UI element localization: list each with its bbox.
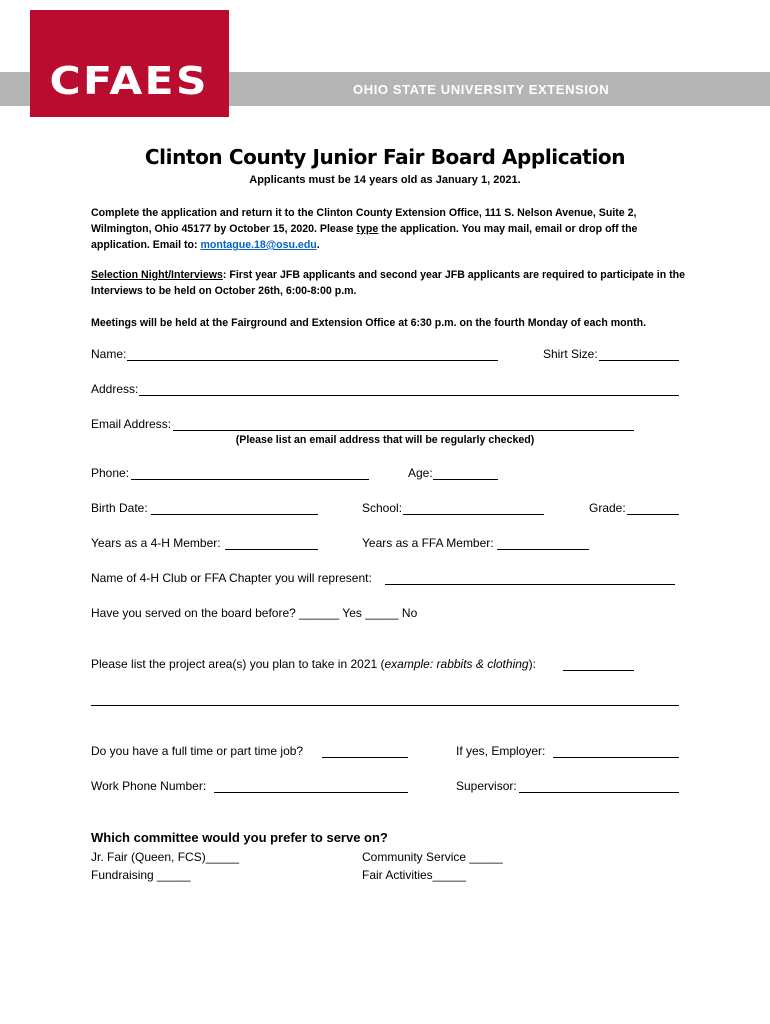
address-line[interactable]: [139, 395, 679, 396]
work-phone-label: Work Phone Number:: [91, 779, 207, 793]
years-ffa-line[interactable]: [497, 549, 589, 550]
selection-text: : First year JFB applicants and second year JFB applicants are required to participate in the Interviews to be held on October 26th, 6:00-8:00 p.m.: [91, 269, 686, 297]
instructions-paragraph: [91, 205, 691, 253]
shirt-size-label: Shirt Size:: [543, 347, 598, 361]
years-4h-label: Years as a 4-H Member:: [91, 536, 221, 550]
grade-label: Grade:: [589, 501, 626, 515]
phone-label: Phone:: [91, 466, 130, 480]
club-name-label: Name of 4-H Club or FFA Chapter you will represent:: [91, 571, 372, 585]
age-requirement: Applicants must be 14 years old as January 1, 2021.: [249, 174, 521, 186]
project-areas-label: [91, 657, 536, 672]
grade-line[interactable]: [627, 514, 679, 515]
supervisor-line[interactable]: [519, 792, 679, 793]
supervisor-label: Supervisor:: [456, 779, 517, 793]
instructions-text-3: .: [316, 239, 320, 251]
served-before-question[interactable]: Have you served on the board before? ______ Yes _____ No: [91, 606, 418, 620]
instructions-text-1: Complete the application and return it to the Clinton County Extension Office, 111 S. Nelson Avenue, Suite 2, Wilmington, Ohio 45177 by October 15, 2020. Please: [91, 207, 637, 235]
email-address-line[interactable]: [173, 430, 634, 431]
project-prefix: Please list the project area(s) you plan to take in 2021 (: [91, 657, 385, 671]
years-ffa-label: Years as a FFA Member:: [362, 536, 494, 550]
shirt-size-line[interactable]: [599, 360, 679, 361]
selection-label: Selection Night/Interviews: [91, 269, 223, 281]
meetings-paragraph: Meetings will be held at the Fairground and Extension Office at 6:30 p.m. on the fourth Monday of each month.: [91, 317, 647, 329]
project-suffix: ):: [528, 657, 536, 671]
age-line[interactable]: [433, 479, 498, 480]
project-areas-line[interactable]: [563, 670, 634, 671]
job-question-label: Do you have a full time or part time job?: [91, 744, 304, 758]
page-title: Clinton County Junior Fair Board Application: [144, 145, 626, 169]
banner-text: OHIO STATE UNIVERSITY EXTENSION: [353, 82, 610, 97]
selection-paragraph: [91, 267, 691, 299]
email-note: (Please list an email address that will be regularly checked): [235, 434, 535, 446]
instructions-type-emphasis: type: [356, 223, 379, 235]
committee-option-jr-fair[interactable]: Jr. Fair (Queen, FCS)_____: [91, 850, 240, 864]
logo-text: CFAES: [49, 58, 210, 103]
age-label: Age:: [408, 466, 433, 480]
phone-line[interactable]: [131, 479, 369, 480]
school-label: School:: [362, 501, 403, 515]
birth-date-label: Birth Date:: [91, 501, 148, 515]
employer-label: If yes, Employer:: [456, 744, 546, 758]
school-line[interactable]: [403, 514, 544, 515]
years-4h-line[interactable]: [225, 549, 318, 550]
email-address-label: Email Address:: [91, 417, 172, 431]
work-phone-line[interactable]: [214, 792, 408, 793]
committee-option-community-service[interactable]: Community Service _____: [362, 850, 503, 864]
instructions-text-2: the application. You may mail, email or drop off the application. Email to:: [91, 223, 638, 251]
club-name-line[interactable]: [385, 584, 675, 585]
birth-date-line[interactable]: [151, 514, 318, 515]
job-line[interactable]: [322, 757, 408, 758]
project-example: example: rabbits & clothing: [384, 657, 529, 671]
name-line[interactable]: [127, 360, 498, 361]
committee-heading: Which committee would you prefer to serve on?: [91, 830, 388, 845]
email-link[interactable]: montague.18@osu.edu: [200, 239, 317, 251]
committee-option-fair-activities[interactable]: Fair Activities_____: [362, 868, 467, 882]
committee-option-fundraising[interactable]: Fundraising _____: [91, 868, 191, 882]
name-label: Name:: [91, 347, 127, 361]
cfaes-logo: [30, 10, 229, 117]
employer-line[interactable]: [553, 757, 679, 758]
project-areas-extra-line[interactable]: [91, 705, 679, 706]
address-label: Address:: [91, 382, 139, 396]
